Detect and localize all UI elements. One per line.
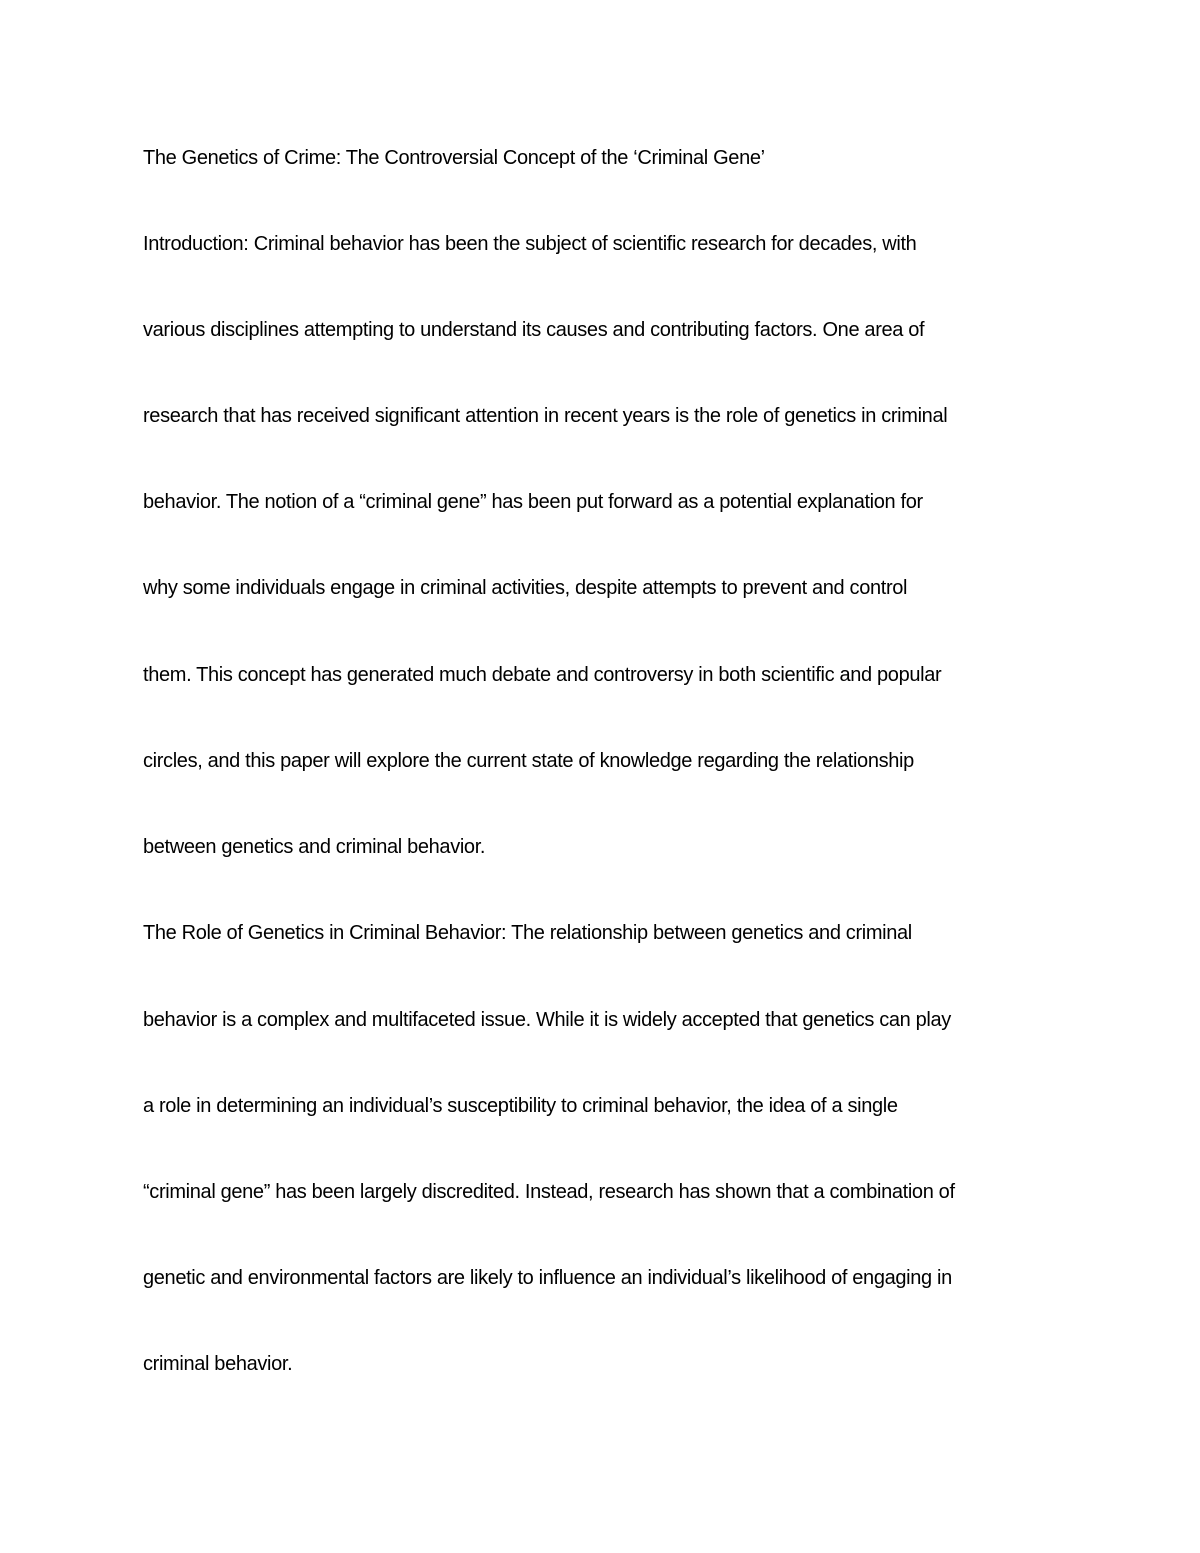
- text-line: between genetics and criminal behavior.: [143, 836, 486, 858]
- text-line: behavior is a complex and multifaceted issue. While it is widely accepted that genetics can play: [143, 1009, 951, 1031]
- text-line: genetic and environmental factors are likely to influence an individual’s likelihood of engaging in: [143, 1267, 952, 1289]
- text-line: circles, and this paper will explore the current state of knowledge regarding the relationship: [143, 750, 914, 772]
- text-line: behavior. The notion of a “criminal gene” has been put forward as a potential explanation for: [143, 491, 923, 513]
- text-line: criminal behavior.: [143, 1353, 293, 1375]
- text-line: them. This concept has generated much debate and controversy in both scientific and popular: [143, 664, 942, 686]
- text-line: why some individuals engage in criminal activities, despite attempts to prevent and control: [143, 577, 908, 599]
- text-line: Introduction: Criminal behavior has been the subject of scientific research for decades, with: [143, 233, 917, 255]
- document-title: The Genetics of Crime: The Controversial Concept of the ‘Criminal Gene’: [143, 147, 765, 169]
- text-line: “criminal gene” has been largely discredited. Instead, research has shown that a combination of: [143, 1181, 955, 1203]
- text-line: a role in determining an individual’s susceptibility to criminal behavior, the idea of a single: [143, 1095, 898, 1117]
- text-line: research that has received significant attention in recent years is the role of genetics in criminal: [143, 405, 948, 427]
- text-line: various disciplines attempting to understand its causes and contributing factors. One area of: [143, 319, 925, 341]
- text-line: The Role of Genetics in Criminal Behavior: The relationship between genetics and criminal: [143, 922, 912, 944]
